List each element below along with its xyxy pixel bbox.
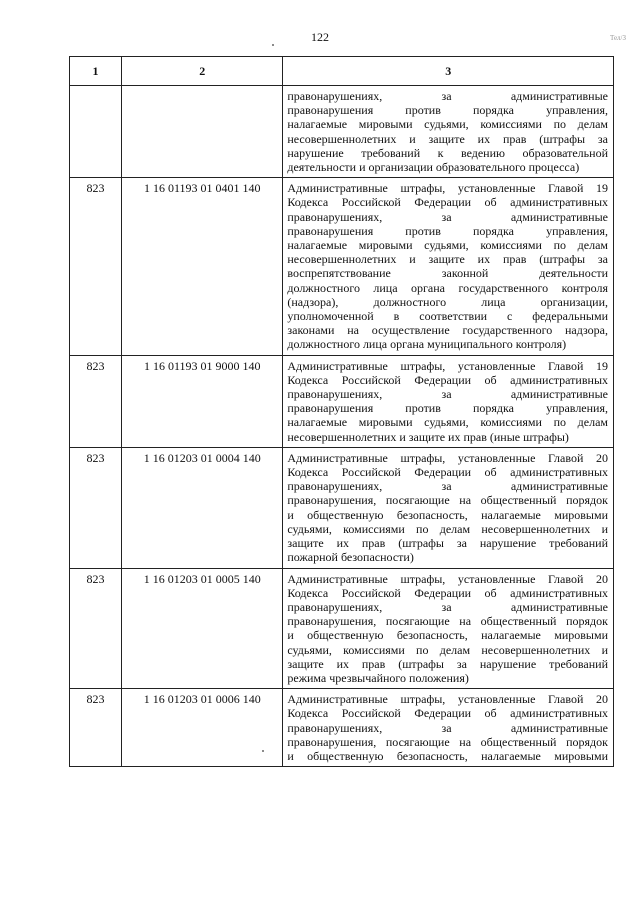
- description-line: правонарушениях, за административные: [287, 479, 608, 494]
- description-line: правонарушениях, за административные: [287, 387, 608, 402]
- budget-code-cell: 1 16 01203 01 0004 140: [122, 447, 283, 568]
- description-cell: [283, 178, 614, 355]
- description-line: правонарушениях, за административные: [287, 209, 608, 224]
- description-line: правонарушениях, за административные: [287, 599, 608, 614]
- description-line: налагаемые мировыми судьями, комиссиями по делам: [287, 117, 608, 132]
- document-table: [69, 56, 614, 767]
- admin-code-cell: [70, 86, 122, 178]
- description-line: правонарушения, посягающие на общественный порядок: [287, 614, 608, 629]
- description-line: защите их прав (штрафы за нарушение требований: [287, 536, 608, 551]
- description-line: Кодекса Российской Федерации об административных: [287, 706, 608, 721]
- description-line: несовершеннолетних и защите их прав (штрафы за: [287, 131, 608, 146]
- description-line: судьями, комиссиями по делам несовершеннолетних и: [287, 521, 608, 536]
- description-line: должностного лица органа муниципального контроля): [287, 337, 567, 352]
- description-line: и общественную безопасность, налагаемые мировыми: [287, 748, 608, 763]
- description-cell: [283, 447, 614, 568]
- budget-code-cell: 1 16 01203 01 0005 140: [122, 568, 283, 689]
- column-header-admin: 1: [70, 57, 122, 86]
- description-line: режима чрезвычайного положения): [287, 670, 469, 685]
- description-line: правонарушения против порядка управления,: [287, 401, 608, 416]
- description-line: Административные штрафы, установленные Главой 19: [287, 181, 608, 196]
- budget-code-cell: 1 16 01193 01 9000 140: [122, 355, 283, 447]
- description-cell: [283, 86, 614, 178]
- description-line: нарушение требований к ведению образовательной: [287, 145, 608, 160]
- description-cell: [283, 355, 614, 447]
- description-line: и общественную безопасность, налагаемые мировыми: [287, 628, 608, 643]
- description-line: Административные штрафы, установленные Главой 20: [287, 571, 608, 586]
- admin-code-cell: 823: [70, 178, 122, 355]
- admin-code-cell: 823: [70, 568, 122, 689]
- description-line: налагаемые мировыми судьями, комиссиями по делам: [287, 238, 608, 253]
- table-row: [70, 568, 614, 689]
- description-cell: [283, 689, 614, 767]
- description-line: Кодекса Российской Федерации об административных: [287, 585, 608, 600]
- description-line: правонарушения, посягающие на общественный порядок: [287, 734, 608, 749]
- description-line: правонарушениях, за административные: [287, 720, 608, 735]
- budget-code-cell: 1 16 01203 01 0006 140: [122, 689, 283, 767]
- description-line: должностного лица органа государственного контроля: [287, 280, 608, 295]
- budget-code-cell: 1 16 01193 01 0401 140: [122, 178, 283, 355]
- description-line: Кодекса Российской Федерации об административных: [287, 465, 608, 480]
- page-number: 122: [311, 30, 329, 44]
- description-line: правонарушениях, за административные: [287, 89, 608, 103]
- description-line: налагаемые мировыми судьями, комиссиями по делам: [287, 415, 608, 430]
- description-line: Административные штрафы, установленные Главой 20: [287, 692, 608, 707]
- description-line: Административные штрафы, установленные Главой 19: [287, 358, 608, 373]
- column-header-description: 3: [283, 57, 614, 86]
- budget-code-cell: [122, 86, 283, 178]
- column-header-code: 2: [122, 57, 283, 86]
- table-row: [70, 86, 614, 178]
- description-line: несовершеннолетних и защите их прав (штрафы за: [287, 252, 608, 267]
- admin-code-cell: 823: [70, 689, 122, 767]
- table-header-row: [70, 57, 614, 86]
- description-line: несовершеннолетних и защите их прав (иные штрафы): [287, 429, 569, 444]
- description-cell: [283, 568, 614, 689]
- table-row: [70, 447, 614, 568]
- description-line: Кодекса Российской Федерации об административных: [287, 372, 608, 387]
- description-line: судьями, комиссиями по делам несовершеннолетних и: [287, 642, 608, 657]
- admin-code-cell: 823: [70, 355, 122, 447]
- description-line: законами на осуществление государственного надзора,: [287, 323, 608, 338]
- description-line: воспрепятствование законной деятельности: [287, 266, 608, 281]
- description-line: и общественную безопасность, налагаемые мировыми: [287, 507, 608, 522]
- description-line: (надзора), должностного лица организации,: [287, 294, 608, 309]
- description-line: уполномоченной в соответствии с федеральными: [287, 309, 608, 324]
- table-row: [70, 355, 614, 447]
- description-line: защите их прав (штрафы за нарушение требований: [287, 656, 608, 671]
- corner-mark: Тел/З: [609, 34, 626, 42]
- table-row: [70, 178, 614, 355]
- admin-code-cell: 823: [70, 447, 122, 568]
- description-line: Кодекса Российской Федерации об административных: [287, 195, 608, 210]
- description-line: Административные штрафы, установленные Главой 20: [287, 450, 608, 465]
- scan-speck: [272, 44, 274, 46]
- description-line: правонарушения, посягающие на общественный порядок: [287, 493, 608, 508]
- description-line: пожарной безопасности): [287, 550, 414, 565]
- description-line: правонарушения против порядка управления,: [287, 223, 608, 238]
- description-line: деятельности и организации образовательного процесса): [287, 160, 580, 175]
- table-row: [70, 689, 614, 767]
- description-line: правонарушения против порядка управления,: [287, 103, 608, 118]
